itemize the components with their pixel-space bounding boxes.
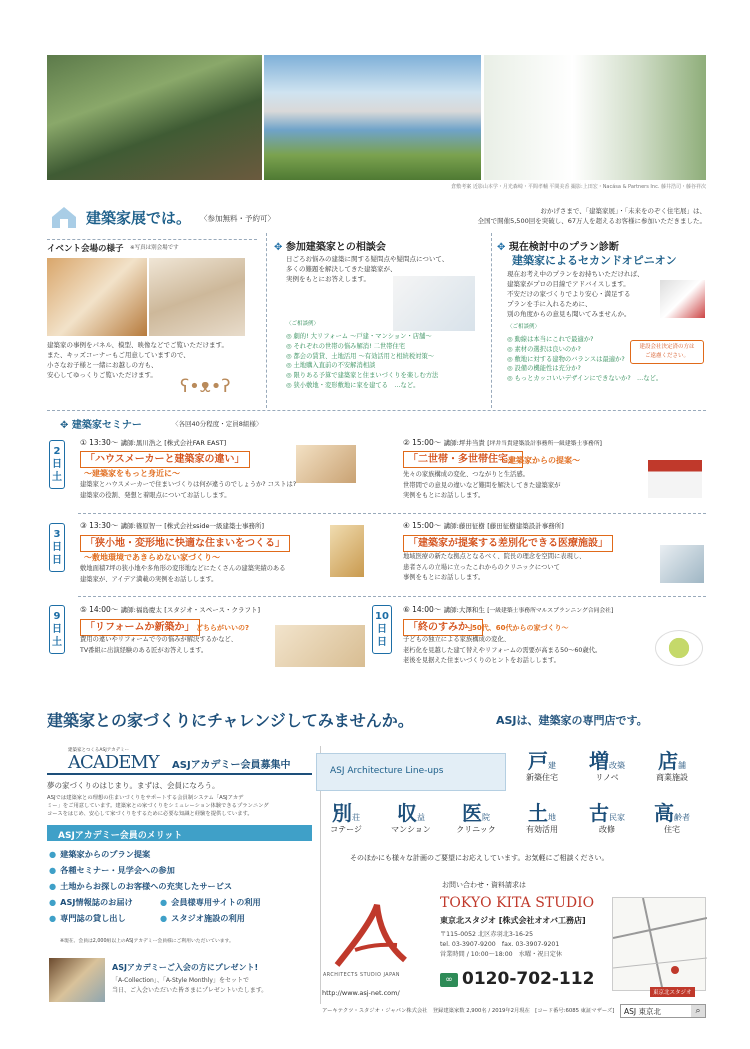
seminar-3-title: 「狭小地・変形地に快適な住まいをつくる」 — [80, 535, 290, 552]
free-dial-icon: ∞ — [440, 973, 458, 987]
studio-info: 〒115-0052 北区赤羽北3-16-25 tel. 03-3907-9200 fax. 03-3907-9201 営業時間 / 10:00～18:00 水曜・祝日定休 — [440, 931, 563, 958]
lineup-land: 土地 有効活用 — [526, 801, 558, 834]
seminar-4-head: ④ 15:00～ 講師:藤田征樹 [藤田征樹建築設計事務所] — [403, 521, 564, 530]
studio-en: TOKYO KITA STUDIO — [440, 895, 595, 911]
academy-logo-small: 建築家とつくるASJアカデミー — [68, 748, 130, 753]
house-photo-2 — [264, 55, 481, 180]
lineup-renovation: 増改築 リノベ — [589, 749, 625, 782]
seminar-4-desc: 地域医療の新たな拠点となるべく、院長の理念を空間に表現し、 患者さんの立場に立ったこれからのクリニックについて 事例をもとにお話しします。 — [403, 553, 586, 581]
house-photo-3 — [484, 55, 706, 180]
seminar-5-title: 「リフォームか新築か」 — [80, 619, 200, 636]
seminar-3-head: ③ 13:30～ 講師:篠原智一 [株式会社sside一級建築士事務所] — [80, 521, 265, 530]
second-examples-label: 〈ご相談例〉 — [507, 324, 541, 330]
seminar-1-head: ① 13:30～ 講師:黒川浩之 [株式会社FAR EAST] — [80, 438, 227, 447]
seminar-5-sub: どちらがいいの? — [196, 624, 250, 632]
seminar-title: ✥ 建築家セミナー — [60, 420, 142, 431]
seminar-6-head: ⑥ 14:00～ 講師:大澤和生 [一級建築士事務所マルスプランニング合同会社] — [403, 605, 614, 614]
photo-credit: 倉敷考案 近影山本学・月光森崎・平間孝輔 平間美香 撮影:上田宏・Nacása & Partners Inc. 藤井浩司・藤谷祥次 — [451, 184, 706, 190]
seminar-5-head: ⑤ 14:00～ 講師:福島慶太 [スタジオ・スペース・クラフト] — [80, 605, 260, 614]
studio-jp: 東京北スタジオ [株式会社オオバ工務店] — [440, 916, 586, 925]
second-title: ✥ 現在検討中のプラン診断 — [497, 242, 619, 253]
seminar-6-desc: 子どもの独立による家族構成の変化、 老朽化を見越した建て替えやリフォームの需要が高まる50～60歳代。 老後を見据えた住まいづくりのヒントをお話しします。 — [403, 636, 602, 664]
diamond-icon: ✥ — [60, 420, 69, 431]
magazine-image — [49, 958, 105, 1002]
present-title: ASJアカデミーご入会の方にプレゼント! — [112, 963, 259, 972]
house-model-image — [296, 445, 356, 483]
second-note: 建設会社決定済の方は ご遠慮ください。 — [630, 340, 704, 364]
tea-cup-image — [655, 630, 703, 666]
contact-label: お問い合わせ・資料請求は — [442, 881, 526, 889]
lineup-clinic: 医院 クリニック — [456, 801, 496, 834]
diamond-icon: ✥ — [497, 242, 506, 253]
search-label: ASJ 東京北 — [624, 1007, 661, 1016]
wooden-model-image — [330, 525, 364, 577]
seminar-note: 〈各回40分程度・定員8組様〉 — [172, 420, 263, 428]
teddy-bear-icon: ʕ•ᴥ•ʔ — [180, 376, 231, 397]
event-photo-1 — [47, 258, 147, 336]
merit-pair-1a: ● ASJ情報誌のお届け — [49, 894, 133, 910]
magnifier-house-image — [660, 280, 705, 318]
seminar-4-title: 「建築家が提案する差別化できる医療施設」 — [403, 535, 613, 552]
floorplan-image — [393, 276, 475, 331]
seminar-1-desc: 建築家とハウスメーカーで住まいづくりは何が違うのでしょうか? コストは? 建築家の役割、発想と着眼点についてお話しします。 — [80, 481, 297, 499]
two-family-house-image — [648, 460, 702, 498]
seminar-2-title: 「二世帯・多世帯住宅」 — [403, 451, 523, 468]
date-box-3: 3 日 日 — [49, 523, 65, 572]
second-desc: 現在お考え中のプランをお持ちいただければ、 建築家がプロの目線でアドバイスします。 不安だけの家づくりでより安心・満足する プランを手に入れるために、 別の角度からの意見も聞いてみませんか。 — [507, 270, 644, 318]
second-examples: ◎ 動線は本当にこれで最適か? ◎ 素材の選択は良いのか? ◎ 敷地に対する建物のバランスは最適か? ◎ 設備の機能性は充分か? ◎ もっとカッコいいデザインにできないか? …など。 — [507, 335, 707, 384]
merit-title: ASJアカデミー会員のメリット — [58, 831, 183, 841]
seminar-3-desc: 敷地面積7坪の狭小地や多角形の変形地などにたくさんの建築実績のある 建築家が、アイデア満載の実例をお話しします。 — [80, 565, 286, 583]
consult-examples: ◎ 劇的! 大リフォーム ～戸建・マンション・店舗～ ◎ それぞれの世帯の悩み解消! 二世帯住宅 ◎ 都会の賃貸、土地活用 ～有効活用と相続税対策～ ◎ 土地購入直前の不安解消相談 ◎ 限りある予算で建築家と住まいづくりを楽しむ方法 ◎ 狭小敷地・変形敷地に家を建てる …など。 — [286, 332, 486, 391]
academy-logo: ACADEMY — [68, 752, 159, 773]
consult-title: ✥ 参加建築家との相談会 — [274, 242, 386, 253]
consult-desc: 日ごろお悩みの建築に関する疑問点や疑問点について、 多くの難題を解決してきた建築家が、 実例をもとにお答えします。 — [286, 255, 449, 283]
puzzle-image — [275, 625, 365, 667]
consult-examples-label: 〈ご相談例〉 — [286, 321, 320, 327]
diamond-icon: ✥ — [274, 242, 283, 253]
date-box-10: 10 日 日 — [372, 605, 392, 654]
free-dial-number[interactable]: 0120-702-112 — [462, 969, 595, 989]
lineup-income: 収益 マンション — [391, 801, 431, 834]
lineup-note: そのほかにも様々な計画のご要望にお応えしています。お気軽にご相談ください。 — [350, 854, 609, 862]
academy-tagline: 夢の家づくりのはじまり。まずは、会員になろう。 — [47, 781, 220, 790]
exhibition-stats: おかげさまで、「建築家展」・「未来をのぞく住宅展」は、 全国で開催5,500回を突破し、67万人を超えるお客様に参加いただきました。 — [477, 207, 706, 225]
lineup-elderly: 高齢者 住宅 — [654, 801, 690, 834]
second-subtitle: 建築家によるセカンドオピニオン — [512, 254, 677, 267]
seminar-6-sub: ～50代、60代からの家づくり～ — [465, 624, 569, 632]
lineup-detached: 戸建 新築住宅 — [526, 749, 558, 782]
exhibition-title: 建築家展では。 — [86, 209, 192, 227]
lineup-shop: 店舗 商業施設 — [656, 749, 688, 782]
house-icon — [50, 205, 78, 229]
house-photo-1 — [47, 55, 262, 180]
search-icon[interactable]: ⌕ — [691, 1005, 705, 1017]
merit-list: ● 建築家からのプラン提案 ● 各種セミナー・見学会への参加 ● 土地からお探しのお客様への充実したサービス — [49, 846, 319, 894]
clinic-image — [660, 545, 704, 583]
footer: アーキテクツ・スタジオ・ジャパン株式会社 登録建築家数 2,900名 / 2019年2月現在 [コード番号:6085 東証マザーズ] — [322, 1008, 615, 1014]
map — [612, 897, 706, 991]
date-box-9: 9 日 土 — [49, 605, 65, 654]
exhibition-note: 〈参加無料・予約可〉 — [200, 214, 275, 223]
banner-main: 建築家との家づくりにチャレンジしてみませんか。 — [47, 711, 414, 730]
academy-heading: ASJアカデミー会員募集中 — [172, 760, 291, 771]
seminar-1-sub: ～建築家をもっと身近に～ — [84, 469, 180, 478]
seminar-2-desc: 先々の家族構成の変化、つながりと生活感。 世帯間での意見の違いなど難問を解決してきた建築家が 実例をもとにお話しします。 — [403, 471, 561, 499]
event-photo-note: ※写真は別会場です — [130, 245, 179, 251]
merit-pair-2b: ● スタジオ施設の利用 — [160, 910, 245, 926]
event-photo-2 — [149, 258, 245, 336]
asj-url[interactable]: http://www.asj-net.com/ — [322, 989, 400, 997]
event-desc: 建築家の事例をパネル、模型、映像などでご覧いただけます。 また、キッズコーナーもご用意していますので、 小さなお子様と一緒にお越しの方も、 安心してゆっくりご覧いただけます。 — [47, 341, 228, 379]
seminar-2-sub: ～建築家からの提案～ — [500, 456, 580, 465]
merit-pair-2a: ● 専門誌の貸し出し — [49, 910, 126, 926]
asj-logo-text: ARCHITECTS STUDIO JAPAN — [323, 973, 401, 978]
seminar-1-title: 「ハウスメーカーと建築家の違い」 — [80, 451, 250, 468]
asj-logo-icon — [327, 900, 415, 970]
lineup-old-house: 古民家 改修 — [589, 801, 625, 834]
seminar-5-desc: 費用の違いやリフォームで今の悩みが解決するかなど、 TV番組に出演経験のある匠がお答えします。 — [80, 636, 238, 654]
seminar-2-head: ② 15:00～ 講師:坪井当貴 [坪井当貴建築設計事務所一級建築士事務所] — [403, 438, 602, 447]
merit-note: ※現在、会員は2,000組以上のASJアカデミー会員様にご利用いただいています。 — [60, 939, 234, 944]
lineup-label: ASJ Architecture Line-ups — [330, 766, 444, 776]
academy-desc: ASJでは建築家との理想の住まいづくりをサポートする会員制システム「ASJアカデ ミー」をご用意しています。建築家との家づくりをシミュレーション体験できるプランニング コースをはじめ、安心して家づくりをするために必要な知識と経験を提供しています。 — [47, 795, 269, 817]
present-desc: 「A-Collection」、「A-Style Monthly」をセットで 当日、ご入会いただいた皆さまにプレゼントいたします。 — [112, 977, 268, 994]
map-label: 東京北スタジオ — [650, 987, 695, 997]
seminar-3-sub: ～敷地環境であきらめない家づくり～ — [84, 553, 220, 562]
date-box-2: 2 日 土 — [49, 440, 65, 489]
banner-sub: ASJは、建築家の専門店です。 — [496, 714, 648, 727]
event-title: イベント会場の様子 — [47, 244, 124, 254]
lineup-villa: 別荘 コテージ — [330, 801, 362, 834]
merit-pair-1b: ● 会員様専用サイトの利用 — [160, 894, 261, 910]
seminar-6-title: 「終のすみか」 — [403, 619, 483, 636]
